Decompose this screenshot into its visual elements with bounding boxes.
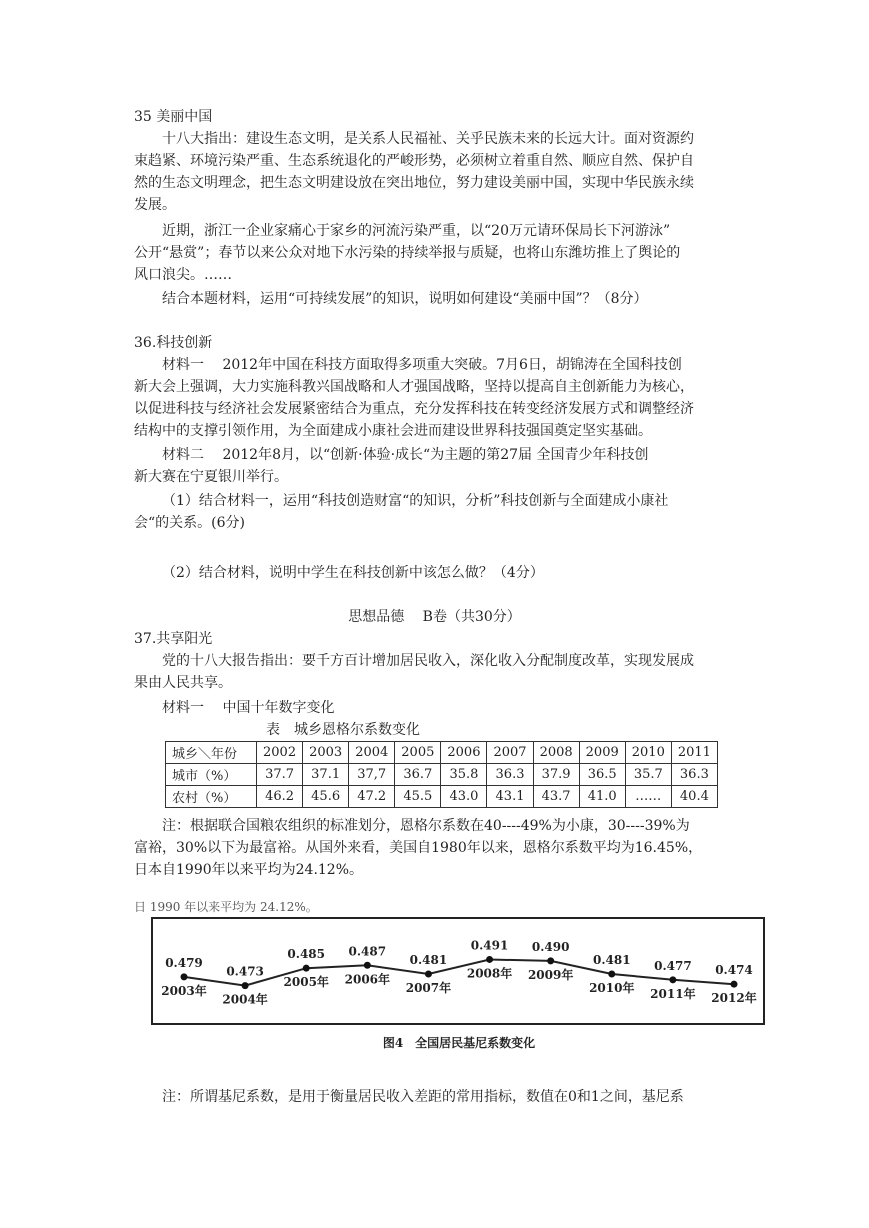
note-line1: 注：根据联合国粮农组织的标准划分，恩格尔系数在40----49%为小康，30----39%为: [162, 818, 690, 834]
note-line2: 富裕，30%以下为最富裕。从国外来看，美国自1980年以来，恩格尔系数平均为16.45%，: [134, 840, 703, 856]
note-line3: 日本自1990年以来平均为24.12%。: [134, 862, 364, 878]
table-cell: 35.8: [441, 764, 487, 786]
gini-value-label: 0.487: [348, 944, 387, 959]
q37-intro-line1: 党的十八大报告指出：要千方百计增加居民收入，深化收入分配制度改革，实现发展成: [162, 653, 694, 669]
gini-point: [547, 957, 554, 964]
gini-year-label: 2011年: [650, 986, 696, 1001]
gini-year-label: 2009年: [527, 967, 574, 982]
table-cell: 36.7: [395, 764, 441, 786]
table-cell: 43.0: [441, 786, 487, 808]
gini-value-label: 0.473: [226, 964, 264, 979]
table-cell: 2008: [533, 742, 579, 764]
q36-heading: 36.科技创新: [134, 335, 213, 351]
table-cell: 2004: [349, 742, 395, 764]
section-b-title: 思想品德 B卷（共30分）: [348, 609, 521, 625]
engel-table: [165, 741, 718, 808]
table-cell: 37.9: [533, 764, 579, 786]
q35-para1-line1: 十八大指出：建设生态文明，是关系人民福祉、关乎民族未来的长远大计。面对资源约: [162, 131, 694, 147]
table-header-row: [166, 742, 718, 764]
gini-point: [669, 976, 676, 983]
q37-heading: 37.共享阳光: [134, 631, 213, 647]
q36-material2-line1: 材料二 2012年8月，以“创新·体验·成长“为主题的第27届 全国青少年科技创: [162, 447, 649, 463]
gini-year-label: 2003年: [161, 983, 207, 998]
table-cell: 37,7: [349, 764, 395, 786]
gini-point: [486, 956, 493, 963]
gini-year-label: 2010年: [589, 981, 635, 995]
table-cell: 2006: [441, 742, 487, 764]
table-cell: 2007: [487, 742, 533, 764]
q35-para2-line3: 风口浪尖。……: [134, 267, 232, 283]
gini-point: [242, 982, 249, 989]
q35-heading: 35 美丽中国: [134, 109, 213, 125]
table-cell: 2002: [257, 742, 303, 764]
table-cell: 37.1: [303, 764, 349, 786]
table-cell: ……: [625, 786, 671, 808]
q36-material2-line2: 新大赛在宁夏银川举行。: [134, 469, 288, 485]
table-cell: 46.2: [257, 786, 303, 808]
table-cell: 2003: [303, 742, 349, 764]
table-cell: 47.2: [349, 786, 395, 808]
gini-point: [364, 962, 371, 969]
gini-year-label: 2005年: [283, 975, 329, 990]
q35-para1-line3: 然的生态文明理念，把生态文明建设放在突出地位，努力建设美丽中国，实现中华民族永续: [134, 175, 694, 191]
table-cell: 45.5: [395, 786, 441, 808]
q36-sub2: （2）结合材料，说明中学生在科技创新中该怎么做？（4分）: [162, 565, 544, 581]
table-cell: 2011: [671, 742, 717, 764]
q36-sub1-line1: （1）结合材料一，运用“科技创造财富“的知识，分析”科技创新与全面建成小康社: [162, 493, 669, 509]
table-cell: 43.7: [533, 786, 579, 808]
table-cell: 45.6: [303, 786, 349, 808]
gini-year-label: 2007年: [405, 981, 452, 995]
gini-series-line: [184, 960, 734, 986]
gini-point: [303, 965, 310, 972]
q36-material1-line1: 材料一 2012年中国在科技方面取得多项重大突破。7月6日，胡锦涛在全国科技创: [162, 357, 682, 373]
table-cell: 2005: [395, 742, 441, 764]
gini-value-label: 0.491: [470, 938, 509, 953]
table-row-city: [166, 764, 718, 786]
gini-year-label: 2004年: [222, 992, 268, 1007]
gini-value-label: 0.490: [531, 939, 570, 954]
q35-para1-line2: 束趋紧、环境污染严重、生态系统退化的严峻形势，必须树立着重自然、顺应自然、保护自: [134, 153, 694, 169]
figure-caption: 图4 全国居民基尼系数变化: [382, 1036, 536, 1050]
q35-question: 结合本题材料，运用“可持续发展”的知识，说明如何建设“美丽中国”？（8分）: [162, 291, 648, 307]
table-cell: 农村（%）: [166, 786, 257, 808]
gini-year-label: 2006年: [344, 972, 391, 987]
gini-note: 注：所谓基尼系数，是用于衡量居民收入差距的常用指标，数值在0和1之间，基尼系: [162, 1089, 684, 1105]
q35-para1-line4: 发展。: [134, 197, 176, 213]
q36-sub1-line2: 会“的关系。(6分): [134, 515, 245, 531]
gini-point: [425, 971, 432, 978]
table-cell: 40.4: [671, 786, 717, 808]
q35-para2-line2: 公开“悬赏”；春节以来公众对地下水污染的持续举报与质疑，也将山东潍坊推上了舆论的: [134, 245, 681, 261]
table-cell: 36.3: [487, 764, 533, 786]
q36-material1-line2: 新大会上强调，大力实施科教兴国战略和人才强国战略，坚持以提高自主创新能力为核心，: [134, 379, 694, 395]
gini-point: [181, 973, 188, 980]
table-cell: 2010: [625, 742, 671, 764]
gini-year-label: 2012年: [711, 991, 757, 1006]
table-cell: 41.0: [579, 786, 625, 808]
q36-material1-line3: 以促进科技与经济社会发展紧密结合为重点，充分发挥科技在转变经济发展方式和调整经济: [134, 401, 694, 417]
table-row-rural: [166, 786, 718, 808]
table-cell: 36.3: [671, 764, 717, 786]
table-title: 表 城乡恩格尔系数变化: [266, 722, 420, 738]
table-cell: 36.5: [579, 764, 625, 786]
gini-value-label: 0.485: [287, 947, 326, 962]
table-cell: 43.1: [487, 786, 533, 808]
gini-year-label: 2008年: [466, 966, 513, 981]
gini-value-label: 0.479: [165, 955, 203, 970]
gini-value-label: 0.481: [409, 953, 448, 967]
gini-point: [731, 981, 738, 988]
gini-value-label: 0.474: [715, 963, 753, 978]
cut-text-line: 日 1990 年以来平均为 24.12%。: [134, 900, 318, 914]
gini-value-label: 0.477: [654, 958, 692, 973]
q36-material1-line4: 结构中的支撑引领作用，为全面建成小康社会进而建设世界科技强国奠定坚实基础。: [134, 423, 652, 439]
table-cell: 城市（%）: [166, 764, 257, 786]
gini-point: [608, 971, 615, 978]
table-cell: 2009: [579, 742, 625, 764]
table-cell: 37.7: [257, 764, 303, 786]
gini-chart: [134, 900, 784, 1060]
table-cell: 城乡＼年份: [166, 742, 257, 764]
table-cell: 35.7: [625, 764, 671, 786]
q35-para2-line1: 近期，浙江一企业家痛心于家乡的河流污染严重，以“20万元请环保局长下河游泳”: [162, 223, 671, 239]
q37-intro-line2: 果由人民共享。: [134, 675, 232, 691]
gini-value-label: 0.481: [592, 953, 631, 967]
q37-material1: 材料一 中国十年数字变化: [162, 700, 335, 716]
